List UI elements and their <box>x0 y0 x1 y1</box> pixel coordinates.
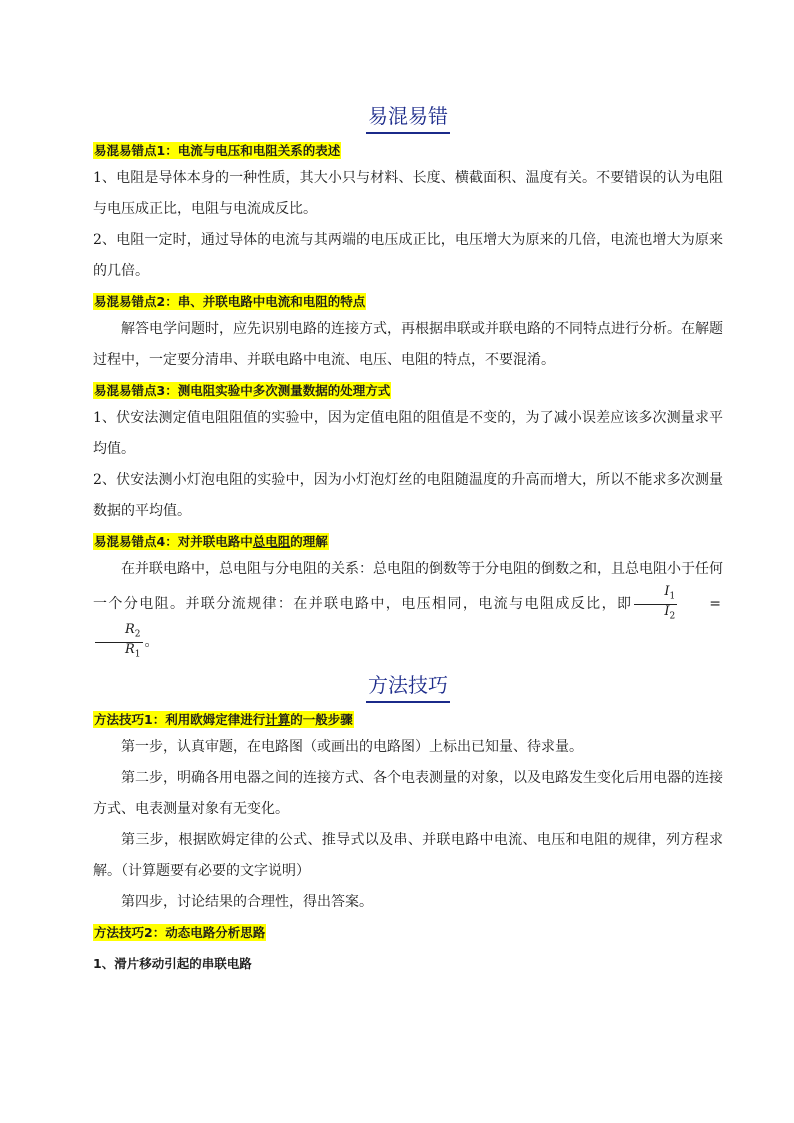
label-tip1-part-c: 的一般步骤 <box>290 712 353 728</box>
formula-i1: I <box>664 584 670 599</box>
label-tip1-part-b: 计算 <box>265 712 291 728</box>
formula-i1-sub: 1 <box>669 591 676 602</box>
tip1-step-2: 第二步，明确各用电器之间的连接方式、各个电表测量的对象，以及电路发生变化后用电器的连接方式、电表测量对象有无变化。 <box>93 770 723 818</box>
tip1-step-1: 第一步，认真审题，在电路图（或画出的电路图）上标出已知量、待求量。 <box>121 739 583 756</box>
point4-paragraph-end: 。 <box>144 634 159 651</box>
formula-r2-sub: 2 <box>134 629 141 640</box>
point4-paragraph-text: 在并联电路中，总电阻与分电阻的关系：总电阻的倒数等于分电阻的倒数之和，且总电阻小于任何一个分电阻。并联分流规律：在并联电路中，电压相同，电流与电阻成反比，即 <box>93 561 723 613</box>
point2-paragraph-1: 解答电学问题时，应先识别电路的连接方式，再根据串联或并联电路的不同特点进行分析。在解题过程中，一定要分清串、并联电路中电流、电压、电阻的特点，不要混淆。 <box>93 321 723 368</box>
section-title-errors: 易混易错 <box>366 102 450 134</box>
formula-resistance-ratio <box>95 623 143 661</box>
tip2-subheading-1: 1、滑片移动引起的串联电路 <box>93 956 252 972</box>
highlight-label-tip2: 方法技巧2：动态电路分析思路 <box>94 925 266 941</box>
point1-paragraph-1: 1、电阻是导体本身的一种性质，其大小只与材料、长度、横截面积、温度有关。不要错误的认为电阻与电压成正比，电阻与电流成反比。 <box>93 170 723 217</box>
formula-r2: R <box>125 622 135 638</box>
point3-paragraph-2: 2、伏安法测小灯泡电阻的实验中，因为小灯泡灯丝的电阻随温度的升高而增大，所以不能求多次测量数据的平均值。 <box>93 472 723 519</box>
highlight-label-point2: 易混易错点2：串、并联电路中电流和电阻的特点 <box>94 294 366 309</box>
section-title-methods: 方法技巧 <box>366 671 450 703</box>
label-point4-part-a: 易混易错点4：对并联电路中 <box>94 534 253 549</box>
formula-i2: I <box>664 603 670 619</box>
point4-paragraph-1 <box>93 554 723 661</box>
label-tip1-part-a: 方法技巧1：利用欧姆定律进行 <box>94 712 266 728</box>
point3-paragraph-1: 1、伏安法测定值电阻阻值的实验中，因为定值电阻的阻值是不变的，为了减小误差应该多次测量求平均值。 <box>93 410 723 457</box>
formula-equals: = <box>709 595 721 612</box>
point1-paragraph-2: 2、电阻一定时，通过导体的电流与其两端的电压成正比，电压增大为原来的几倍，电流也增大为原来的几倍。 <box>93 232 723 279</box>
formula-r1: R <box>125 641 135 657</box>
label-point4-part-b: 总电阻 <box>252 534 291 549</box>
highlight-label-point4 <box>93 533 329 550</box>
highlight-label-tip1 <box>93 711 354 728</box>
tip1-step-4: 第四步，讨论结果的合理性，得出答案。 <box>121 894 373 911</box>
highlight-label-point1: 易混易错点1：电流与电压和电阻关系的表述 <box>94 143 341 158</box>
formula-i2-sub: 2 <box>669 611 676 622</box>
formula-current-ratio <box>634 585 677 623</box>
formula-r1-sub: 1 <box>134 649 141 660</box>
tip1-step-3: 第三步，根据欧姆定律的公式、推导式以及串、并联电路中电流、电压和电阻的规律，列方程求解。（计算题要有必要的文字说明） <box>93 832 723 880</box>
highlight-label-point3: 易混易错点3：测电阻实验中多次测量数据的处理方式 <box>94 383 391 398</box>
label-point4-part-c: 的理解 <box>290 534 328 549</box>
document-content <box>93 102 723 979</box>
